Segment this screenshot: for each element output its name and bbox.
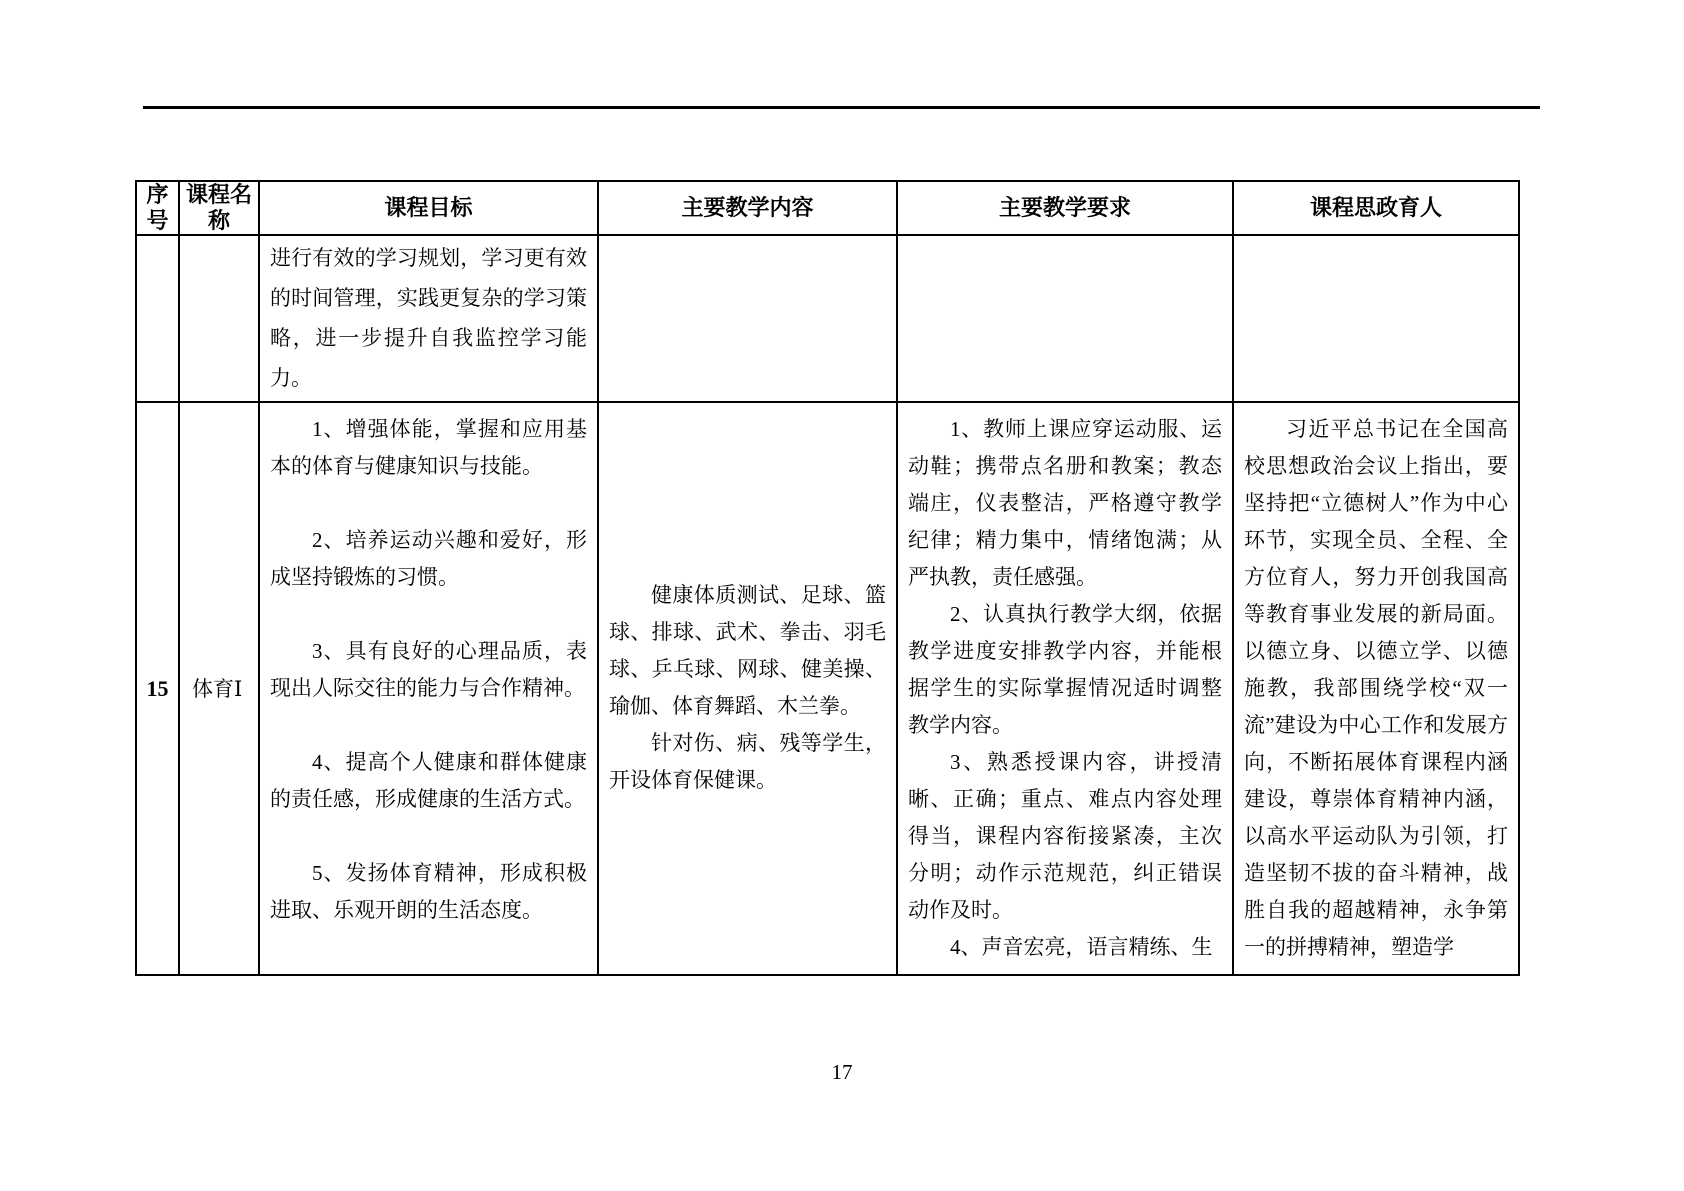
- cell-course-name-empty: [179, 235, 259, 402]
- content-paragraph: 健康体质测试、足球、篮球、排球、武术、拳击、羽毛球、乒乓球、网球、健美操、瑜伽、体育舞蹈、木兰拳。: [609, 582, 886, 718]
- cell-course-name: [179, 402, 259, 975]
- goal-paragraph: 3、具有良好的心理品质，表现出人际交往的能力与合作精神。: [270, 639, 587, 700]
- header-cell-teaching-requirements: 主要教学要求: [897, 181, 1233, 235]
- header-cell-goals: 课程目标: [259, 181, 598, 235]
- requirement-paragraph: 3、熟悉授课内容，讲授清晰、正确；重点、难点内容处理得当，课程内容衔接紧凑，主次分明；动作示范规范，纠正错误动作及时。: [908, 750, 1222, 922]
- requirement-paragraph: 4、声音宏亮，语言精练、生: [950, 935, 1213, 959]
- header-rule: [143, 106, 1540, 109]
- cell-goals: [259, 402, 598, 975]
- cell-teaching-content-empty: [598, 235, 897, 402]
- table-row-15: [136, 402, 1519, 975]
- course-table: [135, 180, 1520, 976]
- table-header-row: [136, 181, 1519, 235]
- cell-teaching-content: [598, 402, 897, 975]
- content-paragraph: 针对伤、病、残等学生，开设体育保健课。: [609, 730, 886, 792]
- cell-index-empty: [136, 235, 179, 402]
- goal-paragraph: 进行有效的学习规划，学习更有效的时间管理，实践更复杂的学习策略，进一步提升自我监控学习能力。: [270, 246, 587, 390]
- goal-paragraph: 1、增强体能，掌握和应用基本的体育与健康知识与技能。: [270, 417, 587, 478]
- ideology-paragraph: 习近平总书记在全国高校思想政治会议上指出，要坚持把“立德树人”作为中心环节，实现全员、全程、全方位育人，努力开创我国高等教育事业发展的新局面。以德立身、以德立学、以德施教，我部围绕学校“双一流”建设为中心工作和发展方向，不断拓展体育课程内涵建设，尊崇体育精神内涵，以高水平运动队为引领，打造坚韧不拔的奋斗精神，战胜自我的超越精神，永争第一的拼搏精神，塑造学: [1244, 417, 1508, 959]
- cell-teaching-requirements: [897, 402, 1233, 975]
- header-cell-ideology: 课程思政育人: [1233, 181, 1519, 235]
- cell-goals-continuation: [259, 235, 598, 402]
- header-cell-course-name: 课程名称: [179, 181, 259, 235]
- cell-ideology-empty: [1233, 235, 1519, 402]
- goal-paragraph: 4、提高个人健康和群体健康的责任感，形成健康的生活方式。: [270, 750, 587, 811]
- header-cell-index: 序号: [136, 181, 179, 235]
- cell-teaching-requirements-empty: [897, 235, 1233, 402]
- requirement-paragraph: 2、认真执行教学大纲，依据教学进度安排教学内容，并能根据学生的实际掌握情况适时调整教学内容。: [908, 602, 1222, 737]
- goal-paragraph: 2、培养运动兴趣和爱好，形成坚持锻炼的习惯。: [270, 528, 587, 589]
- cell-index: [136, 402, 179, 975]
- page-number: 17: [831, 1060, 853, 1084]
- course-name: 体育Ⅰ: [192, 676, 243, 701]
- cell-ideology: [1233, 402, 1519, 975]
- header-cell-teaching-content: 主要教学内容: [598, 181, 897, 235]
- requirement-paragraph: 1、教师上课应穿运动服、运动鞋；携带点名册和教案；教态端庄，仪表整洁，严格遵守教学纪律；精力集中，情绪饱满；从严执教，责任感强。: [908, 417, 1222, 589]
- goal-paragraph: 5、发扬体育精神，形成积极进取、乐观开朗的生活态度。: [270, 861, 587, 922]
- table-row-continuation: [136, 235, 1519, 402]
- course-index: 15: [146, 675, 169, 701]
